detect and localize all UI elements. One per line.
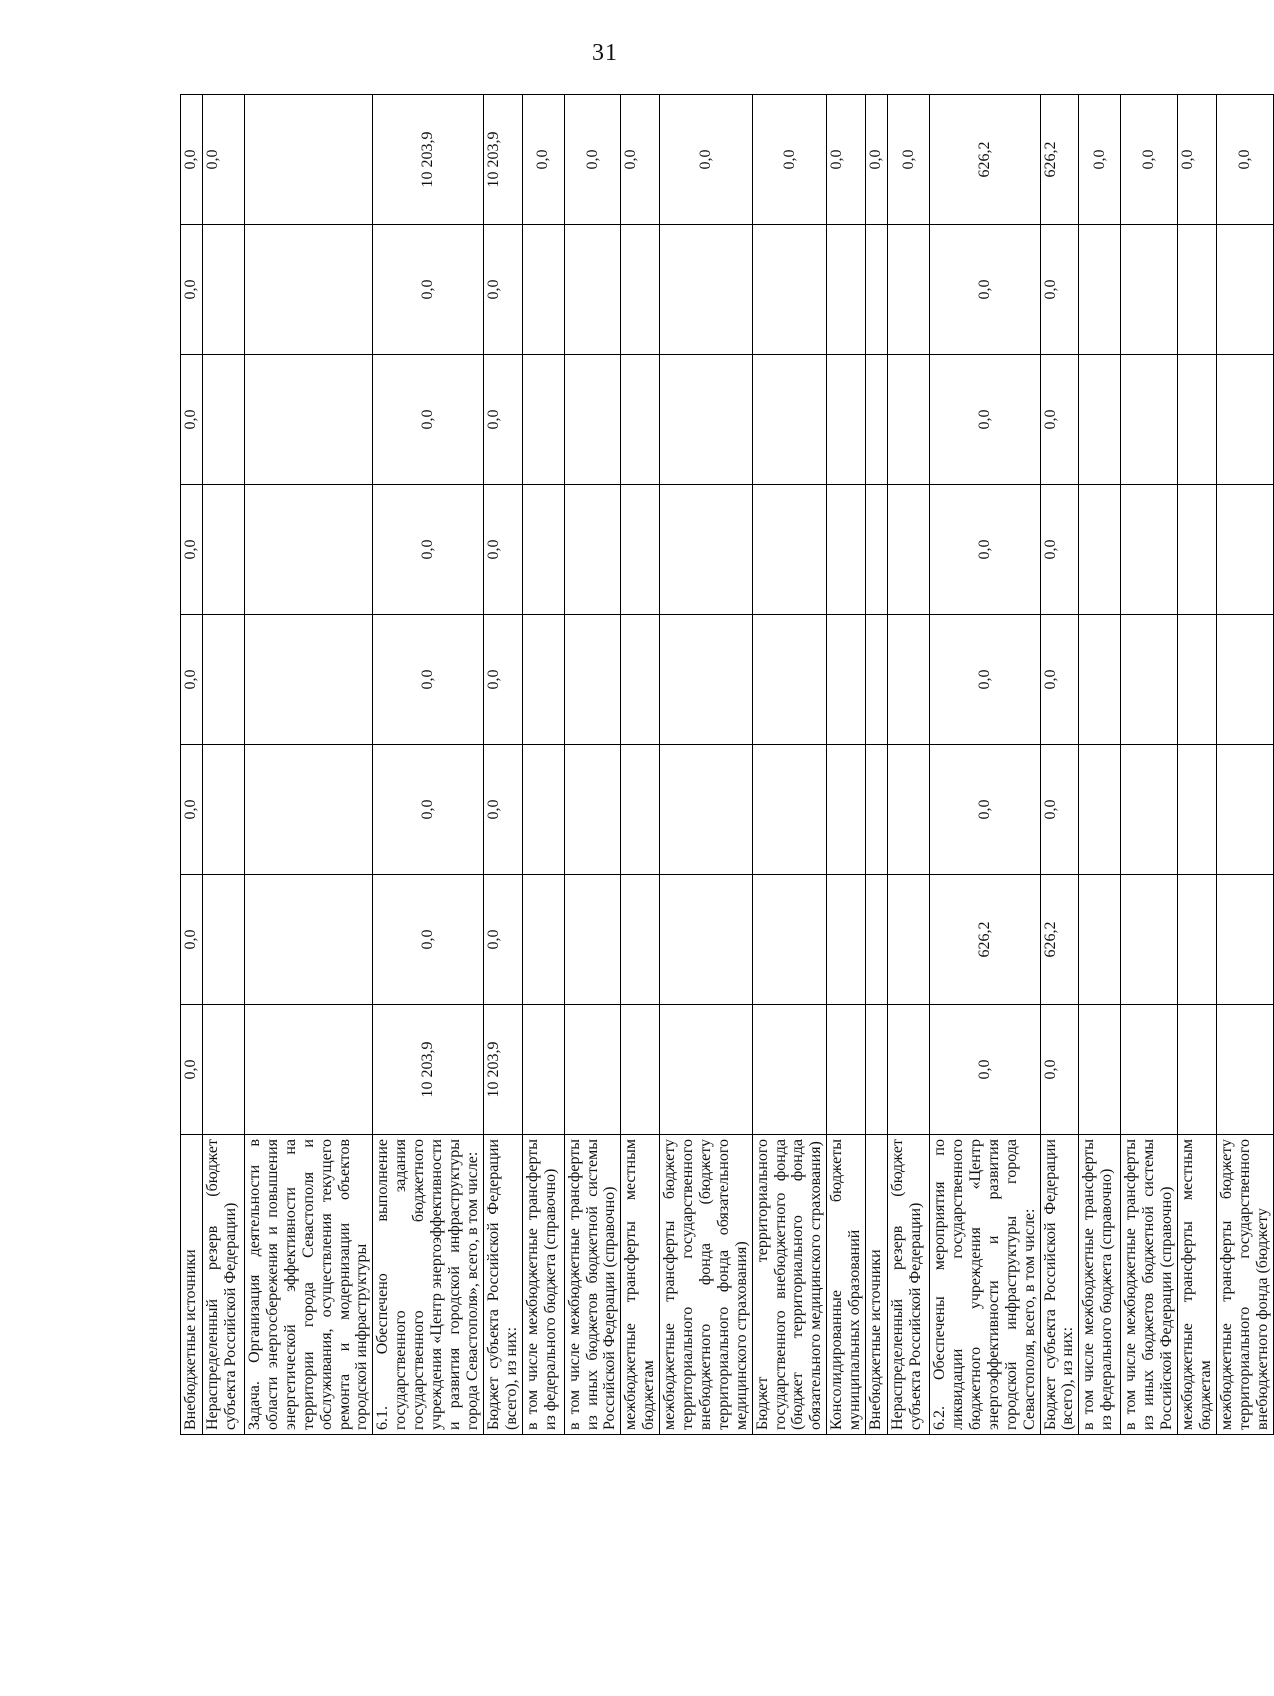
value-cell (1178, 615, 1217, 745)
value-cell (866, 355, 888, 485)
value-cell (752, 1005, 827, 1135)
value-cell: 0,0 (373, 875, 483, 1005)
value-cell (522, 355, 564, 485)
value-cell (888, 875, 930, 1005)
value-cell: 0,0 (621, 95, 660, 225)
value-cell (888, 225, 930, 355)
value-cell (522, 1005, 564, 1135)
value-cell (866, 1005, 888, 1135)
value-cell (203, 615, 245, 745)
row-label: Бюджет территориального государственного внебюджетного фонда (бюджет территориального фонда обязательного медицинского страхования) (752, 1135, 827, 1435)
value-cell (203, 355, 245, 485)
value-cell (564, 225, 621, 355)
value-cell (752, 615, 827, 745)
row-label: Задача. Организация деятельности в области энергосбережения и повышения энергетической эффективности на территории города Севастополя и обслуживания, осуществления текущего ремонта и модернизации объектов городской инфраструктуры (245, 1135, 373, 1435)
value-cell: 0,0 (1121, 95, 1178, 225)
value-cell (1121, 745, 1178, 875)
value-cell: 0,0 (181, 745, 203, 875)
value-cell: 0,0 (181, 95, 203, 225)
row-label: Внебюджетные источники (181, 1135, 203, 1435)
value-cell (888, 1005, 930, 1135)
value-cell: 626,2 (930, 875, 1040, 1005)
value-cell: 0,0 (930, 225, 1040, 355)
value-cell (752, 745, 827, 875)
value-cell (1178, 225, 1217, 355)
value-cell (1121, 875, 1178, 1005)
value-cell: 0,0 (483, 485, 522, 615)
value-cell (1079, 875, 1121, 1005)
value-cell: 626,2 (930, 95, 1040, 225)
value-cell: 0,0 (1216, 95, 1273, 225)
value-cell (564, 1005, 621, 1135)
value-cell (888, 355, 930, 485)
value-cell (1079, 485, 1121, 615)
value-cell: 0,0 (483, 225, 522, 355)
value-cell (245, 875, 373, 1005)
value-cell (1121, 485, 1178, 615)
value-cell (827, 355, 866, 485)
value-cell (827, 225, 866, 355)
value-cell (621, 225, 660, 355)
row-label: межбюджетные трансферты местным бюджетам (621, 1135, 660, 1435)
value-cell: 626,2 (1040, 875, 1079, 1005)
row-label: межбюджетные трансферты бюджету территориального государственного внебюджетного фонда (бюджету территориального фонда обязательного медицинского страхования) (660, 1135, 753, 1435)
value-cell (866, 875, 888, 1005)
value-cell (1216, 745, 1273, 875)
value-cell: 0,0 (660, 95, 753, 225)
value-cell (1216, 485, 1273, 615)
value-cell (660, 225, 753, 355)
value-cell (752, 355, 827, 485)
value-cell (522, 225, 564, 355)
value-cell (621, 745, 660, 875)
row-label: Нераспределенный резерв (бюджет субъекта Российской Федерации) (203, 1135, 245, 1435)
value-cell: 10 203,9 (483, 1005, 522, 1135)
value-cell: 0,0 (930, 485, 1040, 615)
value-cell (621, 875, 660, 1005)
table-row (522, 95, 564, 1435)
page-number: 31 (592, 40, 618, 66)
value-cell (203, 875, 245, 1005)
value-cell: 0,0 (1040, 615, 1079, 745)
value-cell (1178, 745, 1217, 875)
value-cell: 0,0 (181, 485, 203, 615)
value-cell (866, 485, 888, 615)
row-label: межбюджетные трансферты местным бюджетам (1178, 1135, 1217, 1435)
value-cell (888, 745, 930, 875)
budget-table (180, 94, 1274, 1435)
value-cell: 0,0 (866, 95, 888, 225)
value-cell: 0,0 (203, 95, 245, 225)
row-label: 6.1. Обеспечено выполнение государственного задания государственного бюджетного учреждения «Центр энергоэффективности и развития городской инфраструктуры города Севастополя», всего, в том числе: (373, 1135, 483, 1435)
table-row (1079, 95, 1121, 1435)
value-cell (245, 225, 373, 355)
value-cell (827, 745, 866, 875)
value-cell (1216, 355, 1273, 485)
landscape-sheet (180, 95, 1271, 1435)
value-cell (752, 875, 827, 1005)
value-cell (888, 485, 930, 615)
value-cell: 0,0 (181, 615, 203, 745)
value-cell: 0,0 (930, 745, 1040, 875)
value-cell (752, 225, 827, 355)
row-label: Внебюджетные источники (866, 1135, 888, 1435)
value-cell: 0,0 (827, 95, 866, 225)
table-row (564, 95, 621, 1435)
value-cell (522, 745, 564, 875)
value-cell (1079, 225, 1121, 355)
value-cell: 0,0 (373, 225, 483, 355)
row-label: Консолидированные бюджеты муниципальных образований (827, 1135, 866, 1435)
value-cell (203, 485, 245, 615)
value-cell (1216, 1005, 1273, 1135)
value-cell: 0,0 (373, 615, 483, 745)
value-cell: 10 203,9 (373, 95, 483, 225)
row-label: в том числе межбюджетные трансферты из федерального бюджета (справочно) (1079, 1135, 1121, 1435)
value-cell: 0,0 (1040, 355, 1079, 485)
value-cell (1178, 875, 1217, 1005)
value-cell (866, 745, 888, 875)
value-cell (660, 875, 753, 1005)
value-cell: 0,0 (181, 355, 203, 485)
value-cell (564, 485, 621, 615)
table-row (373, 95, 483, 1435)
table-body (181, 95, 1274, 1435)
value-cell: 0,0 (522, 95, 564, 225)
value-cell (1216, 615, 1273, 745)
value-cell: 0,0 (752, 95, 827, 225)
value-cell: 0,0 (1079, 95, 1121, 225)
value-cell (866, 615, 888, 745)
table-row (827, 95, 866, 1435)
value-cell (827, 615, 866, 745)
value-cell (245, 95, 373, 225)
value-cell (660, 745, 753, 875)
value-cell (660, 1005, 753, 1135)
table-row (660, 95, 753, 1435)
value-cell (245, 355, 373, 485)
table-row (930, 95, 1040, 1435)
value-cell (752, 485, 827, 615)
value-cell (866, 225, 888, 355)
table-row (245, 95, 373, 1435)
value-cell (245, 615, 373, 745)
value-cell: 0,0 (564, 95, 621, 225)
row-label: 6.2. Обеспечены мероприятия по ликвидации государственного бюджетного учреждения «Центр энергоэффективности и развития городской инфраструктуры города Севастополя, всего, в том числе: (930, 1135, 1040, 1435)
value-cell: 0,0 (181, 1005, 203, 1135)
value-cell: 0,0 (483, 355, 522, 485)
value-cell: 0,0 (373, 355, 483, 485)
value-cell (827, 1005, 866, 1135)
table-row (203, 95, 245, 1435)
table-row (483, 95, 522, 1435)
value-cell (660, 355, 753, 485)
value-cell (1079, 745, 1121, 875)
row-label: Бюджет субъекта Российской Федерации (всего), из них: (1040, 1135, 1079, 1435)
value-cell: 0,0 (930, 1005, 1040, 1135)
value-cell (522, 875, 564, 1005)
table-row (752, 95, 827, 1435)
table-row (888, 95, 930, 1435)
value-cell (522, 485, 564, 615)
value-cell (1079, 1005, 1121, 1135)
value-cell (203, 1005, 245, 1135)
value-cell (1079, 615, 1121, 745)
value-cell (660, 485, 753, 615)
value-cell (522, 615, 564, 745)
value-cell (1121, 615, 1178, 745)
value-cell (621, 355, 660, 485)
value-cell (564, 745, 621, 875)
value-cell (1178, 355, 1217, 485)
value-cell (621, 615, 660, 745)
value-cell (1121, 225, 1178, 355)
value-cell (621, 1005, 660, 1135)
value-cell: 0,0 (1040, 745, 1079, 875)
value-cell (564, 355, 621, 485)
table-row (866, 95, 888, 1435)
value-cell (888, 615, 930, 745)
value-cell: 0,0 (1040, 225, 1079, 355)
value-cell: 0,0 (1040, 485, 1079, 615)
value-cell (564, 615, 621, 745)
value-cell (245, 1005, 373, 1135)
value-cell (203, 745, 245, 875)
value-cell: 10 203,9 (373, 1005, 483, 1135)
table-row (1216, 95, 1273, 1435)
value-cell (1216, 225, 1273, 355)
value-cell: 0,0 (1178, 95, 1217, 225)
value-cell: 0,0 (483, 875, 522, 1005)
value-cell: 0,0 (181, 875, 203, 1005)
value-cell: 626,2 (1040, 95, 1079, 225)
table-row (621, 95, 660, 1435)
row-label: Нераспределенный резерв (бюджет субъекта Российской Федерации) (888, 1135, 930, 1435)
value-cell (660, 615, 753, 745)
value-cell (1178, 485, 1217, 615)
value-cell (1216, 875, 1273, 1005)
value-cell (245, 745, 373, 875)
value-cell (827, 485, 866, 615)
value-cell: 0,0 (483, 745, 522, 875)
value-cell: 0,0 (181, 225, 203, 355)
value-cell: 0,0 (930, 615, 1040, 745)
value-cell (1178, 1005, 1217, 1135)
value-cell: 0,0 (930, 355, 1040, 485)
value-cell (564, 875, 621, 1005)
value-cell (245, 485, 373, 615)
value-cell: 0,0 (888, 95, 930, 225)
row-label: Бюджет субъекта Российской Федерации (всего), из них: (483, 1135, 522, 1435)
value-cell: 10 203,9 (483, 95, 522, 225)
table-row (1040, 95, 1079, 1435)
table-row (1121, 95, 1178, 1435)
value-cell: 0,0 (373, 485, 483, 615)
rotated-table-area (180, 95, 1271, 1435)
value-cell: 0,0 (483, 615, 522, 745)
value-cell (1121, 1005, 1178, 1135)
row-label: в том числе межбюджетные трансферты из иных бюджетов бюджетной системы Российской Федерации (справочно) (1121, 1135, 1178, 1435)
value-cell: 0,0 (373, 745, 483, 875)
row-label: межбюджетные трансферты бюджету территориального государственного внебюджетного фонда (бюджету (1216, 1135, 1273, 1435)
value-cell (1121, 355, 1178, 485)
value-cell: 0,0 (1040, 1005, 1079, 1135)
row-label: в том числе межбюджетные трансферты из иных бюджетов бюджетной системы Российской Федерации (справочно) (564, 1135, 621, 1435)
value-cell (1079, 355, 1121, 485)
value-cell (621, 485, 660, 615)
value-cell (827, 875, 866, 1005)
row-label: в том числе межбюджетные трансферты из федерального бюджета (справочно) (522, 1135, 564, 1435)
table-row (1178, 95, 1217, 1435)
value-cell (203, 225, 245, 355)
table-row (181, 95, 203, 1435)
